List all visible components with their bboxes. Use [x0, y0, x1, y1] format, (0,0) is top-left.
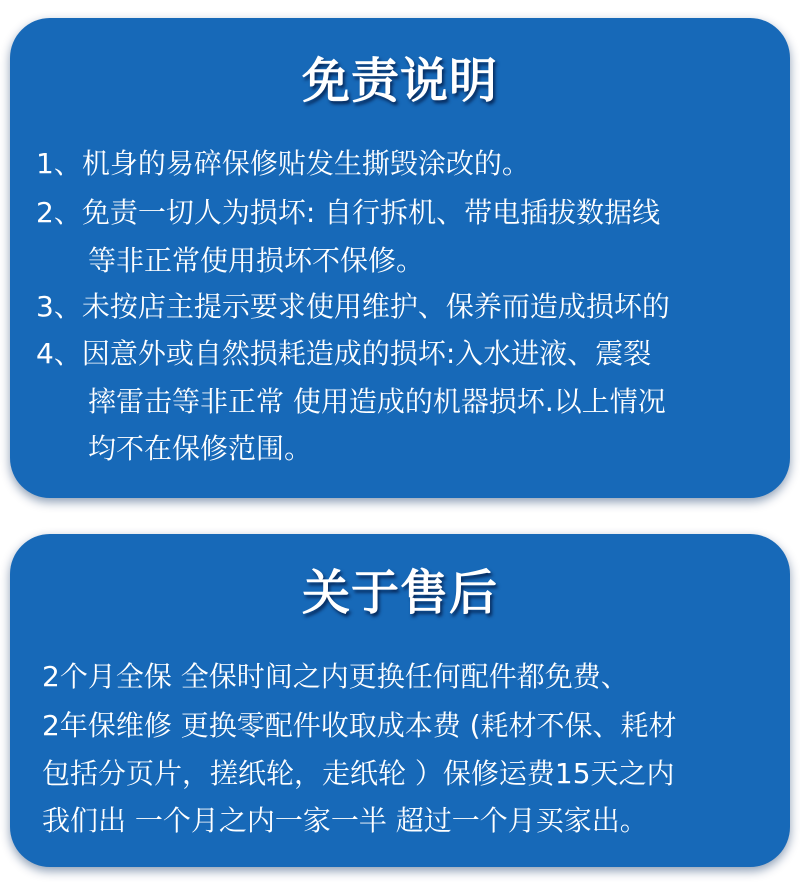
disclaimer-line-4-cont-2: 均不在保修范围。: [88, 432, 313, 465]
disclaimer-line-3: 3、未按店主提示要求使用维护、保养而造成损坏的: [36, 290, 670, 323]
disclaimer-line-2-cont: 等非正常使用损坏不保修。: [88, 244, 425, 277]
after-sales-title: 关于售后: [301, 565, 498, 621]
after-sales-card: [10, 534, 790, 867]
disclaimer-title: 免责说明: [301, 53, 498, 109]
disclaimer-card: [10, 18, 790, 498]
after-sales-line-3: 包括分页片，搓纸轮，走纸轮 ）保修运费15天之内: [42, 757, 675, 790]
after-sales-line-2: 2年保维修 更换零配件收取成本费 (耗材不保、耗材: [42, 709, 677, 742]
after-sales-line-1: 2个月全保 全保时间之内更换任何配件都免费、: [42, 660, 629, 693]
disclaimer-line-4: 4、因意外或自然损耗造成的损坏:入水进液、震裂: [36, 337, 652, 370]
after-sales-line-4: 我们出 一个月之内一家一半 超过一个月买家出。: [42, 804, 648, 837]
disclaimer-line-1: 1、机身的易碎保修贴发生撕毁涂改的。: [36, 147, 530, 180]
disclaimer-line-2: 2、免责一切人为损坏: 自行拆机、带电插拔数据线: [36, 196, 661, 229]
disclaimer-line-4-cont-1: 摔雷击等非正常 使用造成的机器损坏.以上情况: [88, 385, 666, 418]
